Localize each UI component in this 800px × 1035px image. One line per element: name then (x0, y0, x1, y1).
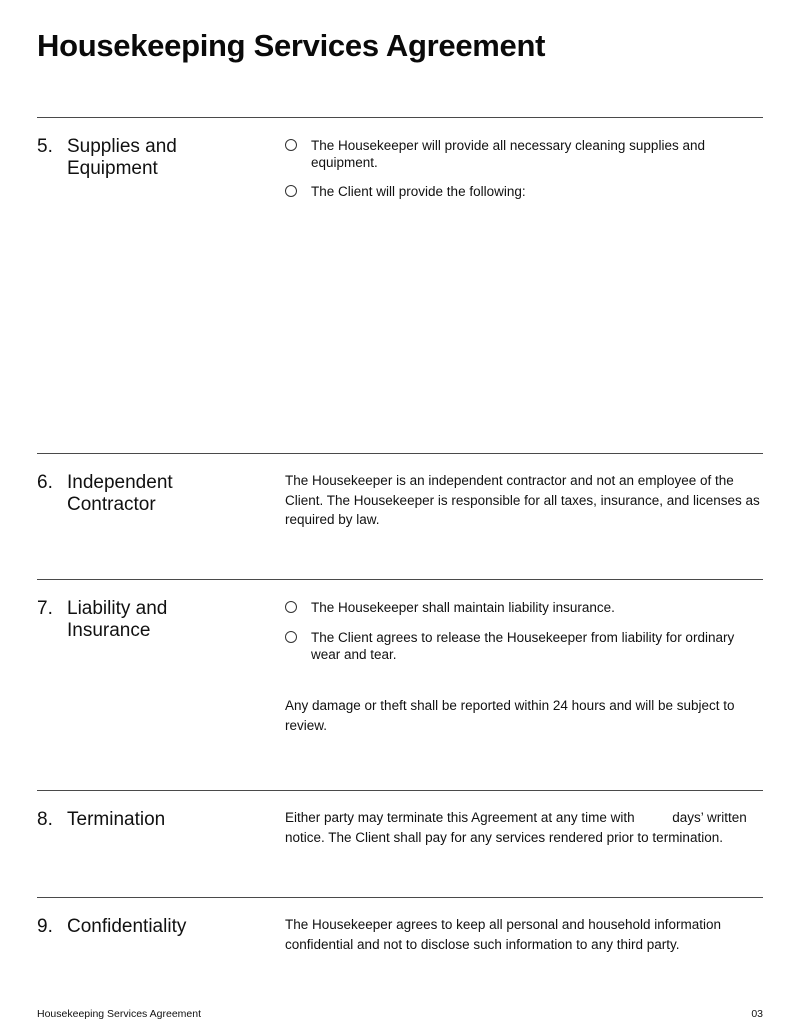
option-client-release-liability[interactable] (285, 629, 763, 663)
section-body (285, 599, 763, 735)
section-title: Supplies and Equipment (67, 136, 177, 179)
termination-text-after: days’ written notice. The Client shall pay for any services rendered prior to termination. (285, 810, 747, 845)
option-client-provides-supplies[interactable] (285, 183, 763, 200)
section-title: Liability and Insurance (67, 598, 168, 641)
document-title: Housekeeping Services Agreement (37, 28, 546, 63)
radio-button[interactable] (285, 185, 297, 197)
option-label: The Client agrees to release the Housekeeper from liability for ordinary wear and tear. (311, 630, 735, 662)
option-housekeeper-provides-supplies[interactable] (285, 137, 763, 171)
radio-button[interactable] (285, 601, 297, 613)
option-label: The Housekeeper will provide all necessary cleaning supplies and equipment. (311, 138, 705, 170)
termination-text-before: Either party may terminate this Agreement at any time with (285, 810, 635, 825)
section-number: 5. (37, 136, 53, 157)
radio-button[interactable] (285, 139, 297, 151)
section-confidentiality (37, 897, 763, 997)
section-number: 7. (37, 598, 53, 619)
section-number: 8. (37, 809, 53, 830)
section-supplies-and-equipment (37, 117, 763, 453)
section-body (285, 137, 763, 200)
footer-page-number: 03 (751, 1008, 763, 1020)
option-label: The Client will provide the following: (311, 184, 526, 199)
section-number: 6. (37, 472, 53, 493)
section-title: Confidentiality (67, 916, 187, 937)
option-housekeeper-liability-insurance[interactable] (285, 599, 763, 616)
section-body-text: The Housekeeper is an independent contractor and not an employee of the Client. The Housekeeper is responsible for all taxes, insurance, and licenses as required by law. (285, 473, 760, 527)
section-number: 9. (37, 916, 53, 937)
damage-reporting-text: Any damage or theft shall be reported within 24 hours and will be subject to review. (285, 698, 735, 733)
section-title: Independent Contractor (67, 472, 173, 515)
footer-document-title: Housekeeping Services Agreement (37, 1008, 202, 1020)
section-body-text (285, 808, 763, 847)
option-label: The Housekeeper shall maintain liability insurance. (311, 600, 615, 615)
section-body-text: The Housekeeper agrees to keep all personal and household information confidential and not to disclose such information to any third party. (285, 917, 722, 952)
section-title: Termination (67, 809, 166, 830)
radio-button[interactable] (285, 631, 297, 643)
section-independent-contractor (37, 453, 763, 579)
section-liability-and-insurance (37, 579, 763, 790)
section-termination (37, 790, 763, 897)
